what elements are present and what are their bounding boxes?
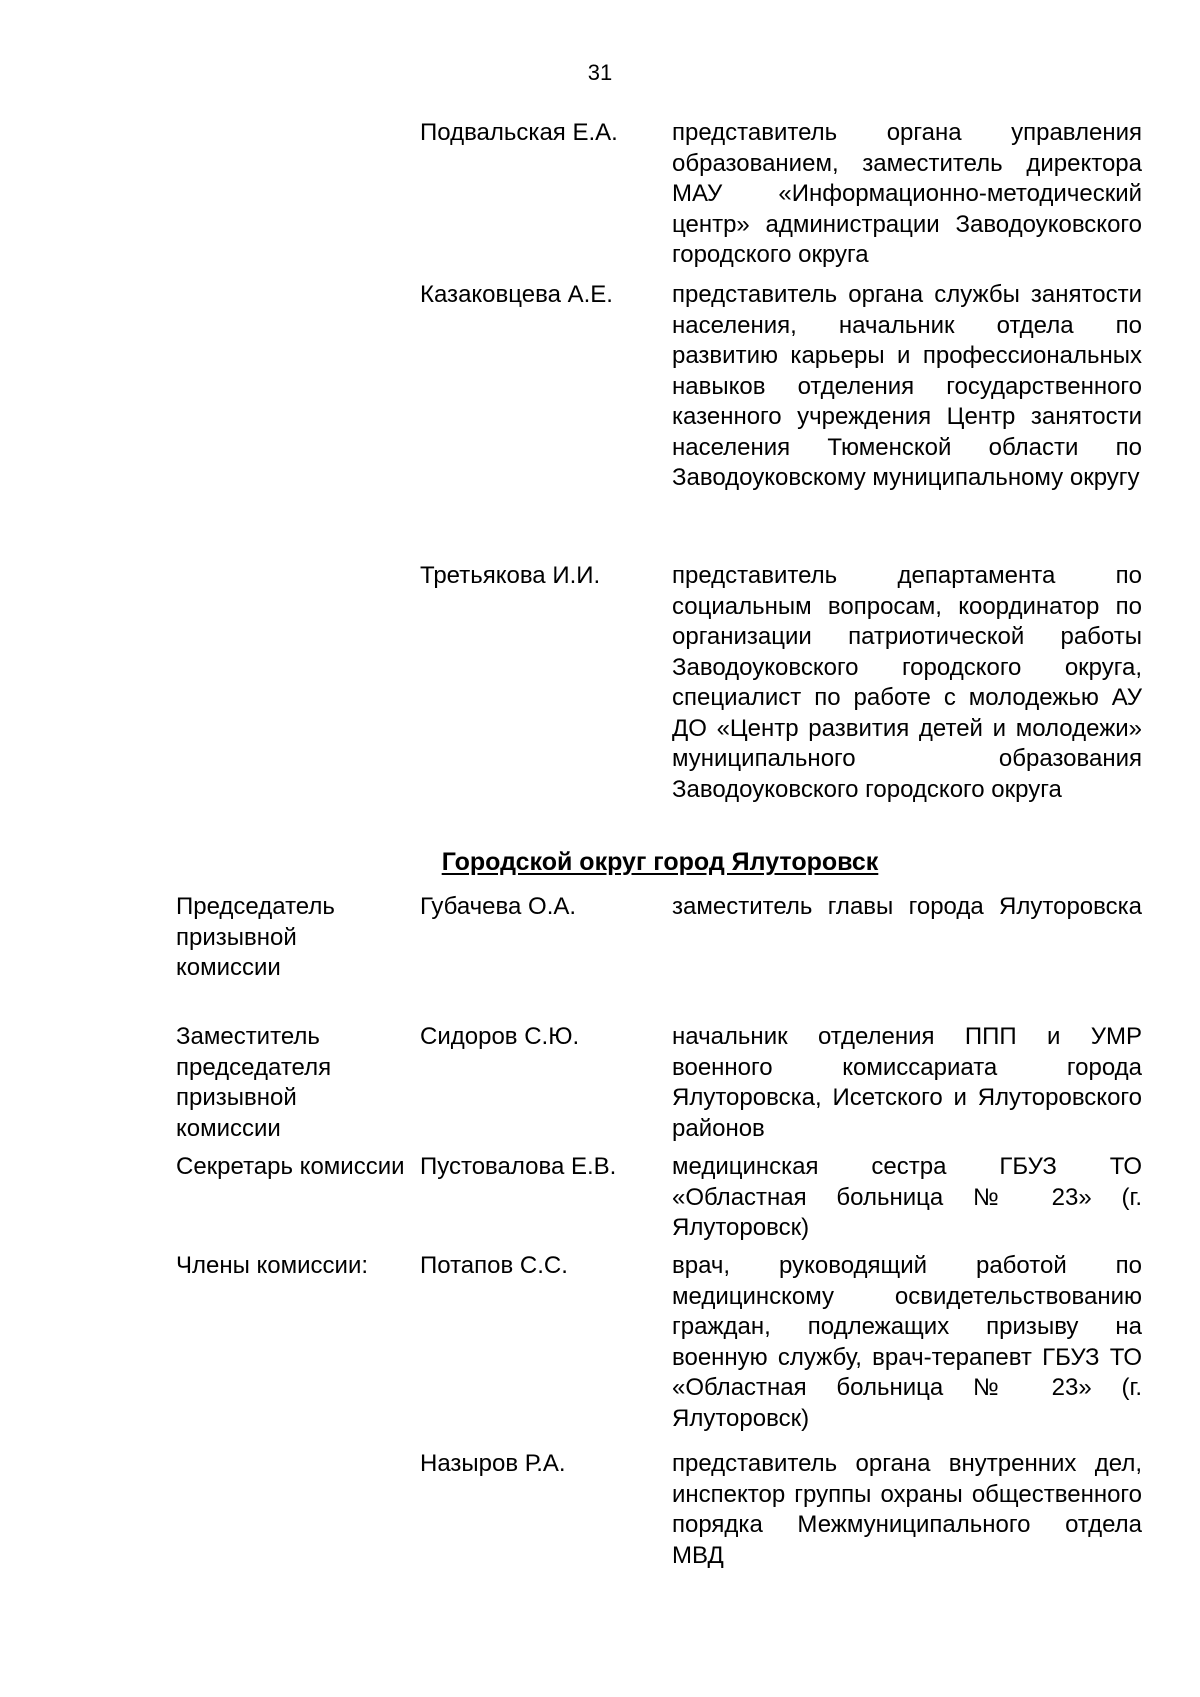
member-description: представитель органа службы занятости населения, начальник отдела по развитию карьеры и профессиональных навыков отделения государственного казенного учреждения Центр занятости населения Тюменской области по Заводоуковскому муниципальному округу — [672, 281, 1142, 491]
commission-description: заместитель главы города Ялуторовска — [672, 893, 1142, 920]
commission-name: Губачева О.А. — [420, 893, 577, 920]
commission-description: медицинская сестра ГБУЗ ТО «Областная больница № 23» (г. Ялуторовск) — [672, 1153, 1142, 1241]
page-number: 31 — [587, 60, 613, 85]
commission-name: Сидоров С.Ю. — [420, 1023, 580, 1050]
commission-name: Назыров Р.А. — [420, 1450, 566, 1477]
commission-description: врач, руководящий работой по медицинскому освидетельствованию граждан, подлежащих призыву на военную службу, врач-терапевт ГБУЗ ТО «Областная больница № 23» (г. Ялуторовск) — [672, 1252, 1142, 1432]
commission-description: начальник отделения ППП и УМР военного комиссариата города Ялуторовска, Исетского и Ялуторовского районов — [672, 1023, 1142, 1142]
member-description: представитель департамента по социальным вопросам, координатор по организации патриотической работы Заводоуковского городского округа, специалист по работе с молодежью АУ ДО «Центр развития детей и молодежи» муниципального образования Заводоуковского городского округа — [672, 562, 1142, 803]
member-description: представитель органа управления образованием, заместитель директора МАУ «Информационно-методический центр» администрации Заводоуковского городского округа — [672, 119, 1142, 268]
section-title: Городской округ город Ялуторовск — [441, 848, 879, 876]
commission-name: Потапов С.С. — [420, 1252, 568, 1279]
commission-role: Секретарь комиссии — [176, 1153, 405, 1180]
member-name: Подвальская Е.А. — [420, 119, 618, 146]
commission-role: Председатель призывной комиссии — [176, 893, 335, 981]
commission-role: Члены комиссии: — [176, 1252, 369, 1279]
member-name: Третьякова И.И. — [420, 562, 601, 589]
commission-role: Заместитель председателя призывной комиссии — [176, 1023, 332, 1142]
commission-description: представитель органа внутренних дел, инспектор группы охраны общественного порядка Межмуниципального отдела МВД — [672, 1450, 1142, 1569]
commission-name: Пустовалова Е.В. — [420, 1153, 617, 1180]
member-name: Казаковцева А.Е. — [420, 281, 613, 308]
